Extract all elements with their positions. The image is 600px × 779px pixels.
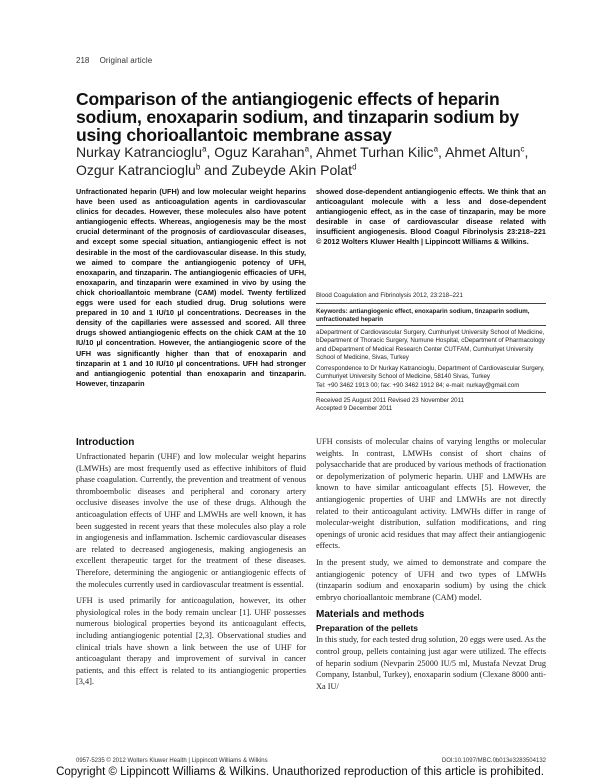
divider [316,303,546,304]
divider [316,392,546,393]
subsection-heading: Preparation of the pellets [316,623,419,634]
revised-date: Revised 23 November 2011 [387,397,465,404]
paragraph: Unfractionated heparin (UHF) and low molecular weight heparins (LMWHs) are most frequently used as effective inhibitors of fluid phase coagulation. Currently, the prevention and treatment of venous thromboembolic diseases and peripheral and coronary artery occlusive diseases involve the use of these drugs. Although the anticoagulation effects of UHF and LMWHs are well known, it has been suggested in recent years that these molecules also play a role in angiogenesis and inflammation. Ischemic cardiovascular diseases are related to decreased angiogenesis, making angiogenesis an excellent therapeutic target for the treatment of these diseases. Therefore, determining the angiogenic or antiangiogenic effects of the molecules currently used in cardiovascular treatment is essential. [76,452,306,589]
page-footer [76,758,546,764]
correspondence: Correspondence to Dr Nurkay Katrancioglu, Department of Cardiovascular Surgery, Cumhuriyet University School of Medicine, 58140 Sivas, Turkey Tel: +90 3462 1913 00; fax: +90 3462 1912 84; e-mail: nurkay@gmail.com [316,365,545,389]
affiliations: aDepartment of Cardiovascular Surgery, Cumhuriyet University School of Medicine, bDepartment of Thoracic Surgery, Numune Hospital, cDepartment of Pharmacology and dDepartment of Medical Research Center CUTFAM, Cumhuriyet University School of Medicine, Sivas, Turkey [316,329,545,362]
copyright-notice: Copyright © Lippincott Williams & Wilkins. Unauthorized reproduction of this article is prohibited. [56,766,544,778]
abstract-left: Unfractionated heparin (UFH) and low molecular weight heparins have been used as anticoagulation agents in cardiovascular clinics for decades. However, these molecules also have potent antiangiogenic effects. Whereas, angiogenesis may be the most crucial determinant of the prognosis of cardiovascular diseases, and except some special situation, antiangiogenic effect is not desirable in the most of the cardiovascular disease. In this study, we aimed to compare the antiangiogenic potency of UFH, enoxaparin, and tinzaparin. The antiangiogenic efficacies of UFH, enoxaparin, and tinzaparin were examined in vivo by using the chick chorioallantoic membrane (CAM) model. Twenty fertilized eggs were used for each studied drug. Drug solutions were prepared in 10 and 1 IU/10 µl concentrations. Decreases in the density of the capillaries were assessed and scored. All three drugs showed antiangiogenic effects on the chick CAM at the 10 IU/10 µl concentration. However, the antiangiogenic score of the UFH was significantly higher than that of enoxaparin and tinzaparin at 1 and 10 IU/10 µl concentrations. UFH had stronger and antiangiogenic potential than enoxaparin and tinzaparin. However, tinzaparin [76,187,306,388]
received-date: Received 25 August 2011 [316,397,387,404]
section-heading: Introduction [76,437,135,448]
article-title: Comparison of the antiangiogenic effects of heparin sodium, enoxaparin sodium, and tinzaparin sodium by using chorioallantoic membrane assay [76,89,519,145]
author-list [76,143,546,179]
journal-reference: Blood Coagulation and Fibrinolysis 2012, 23:218–221 [316,292,463,299]
footer-doi: DOI:10.1097/MBC.0b013e3283504132 [441,758,546,764]
author-4: Ahmet Altun$^c$, [445,144,529,160]
section-label: Original article [99,56,153,65]
author-5: Ozgur Katrancioglu$^b$ and [76,162,232,178]
abstract-right [316,187,546,248]
page-number: 218 [76,56,90,65]
author-6: Zubeyde Akin Polat$^d$ [231,162,357,178]
abstract-continuation: showed dose-dependent antiangiogenic effects. We think that an anticoagulant molecule with a less and dose-dependent antiangiogenic effect, as in the case of tinzaparin, may be more desirable in case of cardiovascular disease related with insufficient angiogenesis. [316,187,546,237]
author-1: Nurkay Katrancioglu$^a$, [76,144,215,160]
author-2: Oguz Karahan$^a$, [214,144,317,160]
paragraph: UFH is used primarily for anticoagulation, however, its other physiological roles in the body remain unclear [1]. UHF possesses numerous biological properties beyond its anticoagulant effects, including antiangiogenic potential [2,3]. Observational studies and clinical trials have shown a link between the use of UHF for anticoagulant therapy and improvement of survival in cancer patients, and this effect is related to its antiangiogenic properties [3,4]. [76,596,306,687]
paragraph: UFH consists of molecular chains of varying lengths or molecular weights. In contrast, LMWHs consist of short chains of polysaccharide that are produced by various methods of fractionation or depolymerization of polymeric heparin. UHF and LMWHs are known to have similar anticoagulant effects [5]. However, the antiangiogenic properties of UHF and LMWHs are not directly related to their anticoagulant activity. LMWHs differ in range of molecular-weight distribution, sulfation modifications, and ring openings of uronic acid residues that may affect their antiangiogenic effects. [316,437,546,551]
section-heading: Materials and methods [316,609,425,621]
running-header [76,56,160,65]
keywords: Keywords: antiangiogenic effect, enoxaparin sodium, tinzaparin sodium, unfractionated heparin [316,308,530,324]
abstract-citation: Blood Coagul Fibrinolysis 23:218–221 © 2012 Wolters Kluwer Health | Lippincott Williams & Wilkins. [316,227,546,247]
body-right-column [316,436,546,697]
author-3: Ahmet Turhan Kilic$^a$, [316,144,446,160]
paragraph: In the present study, we aimed to demonstrate and compare the antiangiogenic potency of UFH and two types of LMWHs (tinzaparin sodium and enoxaparin sodium) by using the chick embryo chorioallantoic membrane (CAM) model. [316,557,546,602]
article-dates [316,397,546,414]
footer-issn: 0957-5235 © 2012 Wolters Kluwer Health | Lippincott Williams & Wilkins [76,758,268,764]
divider [316,325,546,326]
accepted-date: Accepted 9 December 2011 [316,405,393,413]
paragraph: In this study, for each tested drug solution, 20 eggs were used. As the control group, pellets containing just agar were utilized. The effects of heparin sodium (Nevparin 25000 IU/5 ml, Mustafa Nevzat Drug Company, Istanbul, Turkey), enoxaparin sodium (Clexane 8000 anti-Xa IU/ [316,635,546,691]
body-left-column [76,436,306,693]
